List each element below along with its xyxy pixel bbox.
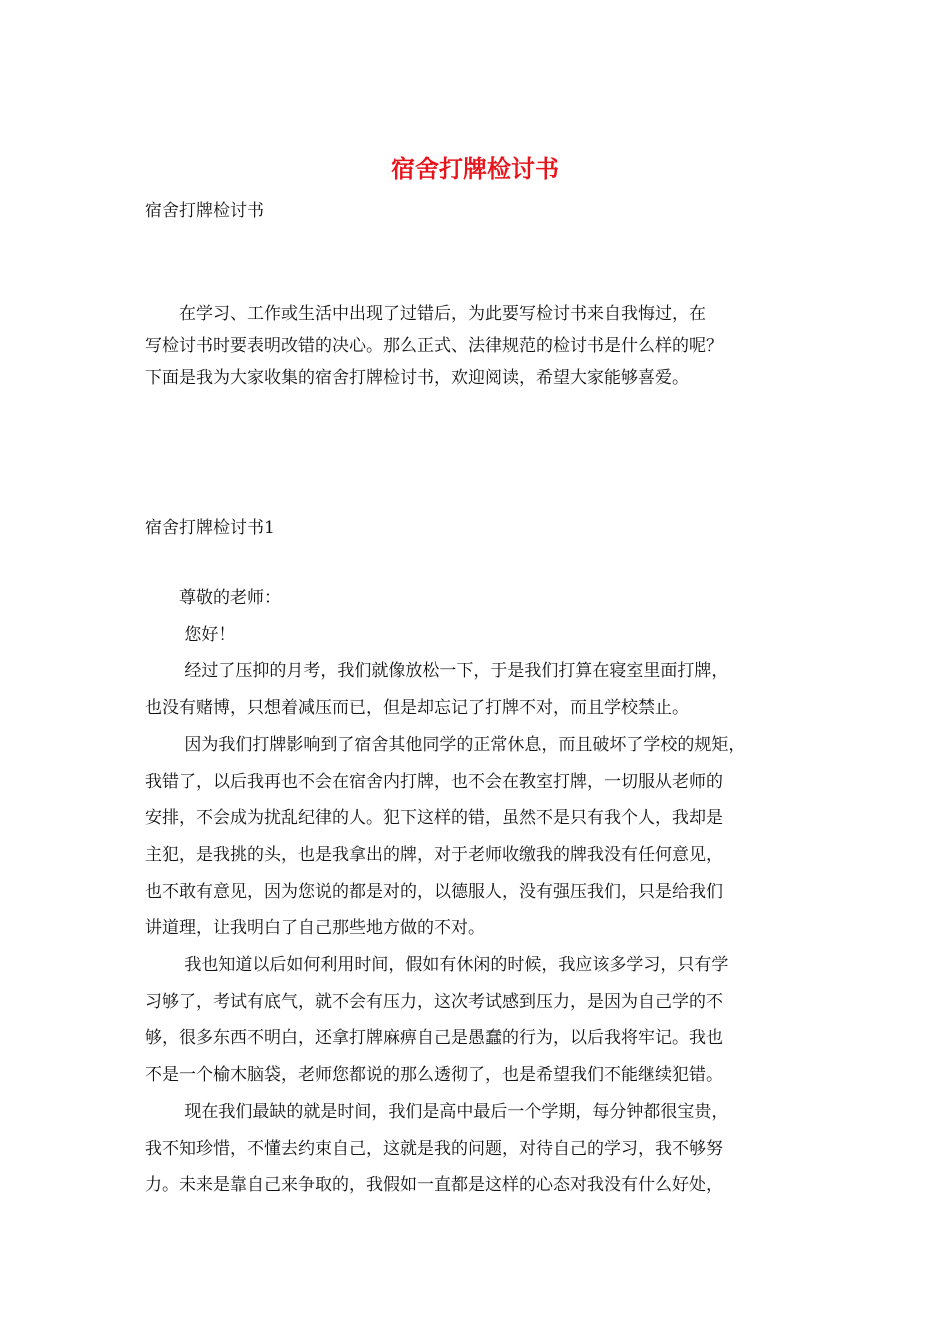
intro-line: 下面是我为大家收集的宿舍打牌检讨书，欢迎阅读，希望大家能够喜爱。 (145, 368, 689, 388)
letter-line: 我错了，以后我再也不会在宿舍内打牌，也不会在教室打牌，一切服从老师的 (145, 771, 723, 792)
letter-line: 讲道理，让我明白了自己那些地方做的不对。 (145, 918, 485, 939)
document-subtitle: 宿舍打牌检讨书 (145, 201, 264, 221)
letter-line: 安排，不会成为扰乱纪律的人。犯下这样的错，虽然不是只有我个人，我却是 (145, 808, 723, 829)
letter-body (145, 580, 825, 1204)
intro-paragraph (145, 298, 815, 394)
letter-greeting: 您好！ (145, 624, 236, 645)
letter-line: 也不敢有意见，因为您说的都是对的，以德服人，没有强压我们，只是给我们 (145, 881, 723, 902)
letter-line: 主犯，是我挑的头，也是我拿出的牌，对于老师收缴我的牌我没有任何意见， (145, 844, 723, 865)
letter-line: 我不知珍惜，不懂去约束自己，这就是我的问题，对待自己的学习，我不够努 (145, 1138, 723, 1159)
document-title: 宿舍打牌检讨书 (391, 154, 559, 183)
intro-line: 在学习、工作或生活中出现了过错后，为此要写检讨书来自我悔过，在 (145, 304, 706, 324)
letter-line: 也没有赌博，只想着减压而已，但是却忘记了打牌不对，而且学校禁止。 (145, 698, 689, 719)
intro-line: 写检讨书时要表明改错的决心。那么正式、法律规范的检讨书是什么样的呢？ (145, 336, 723, 356)
letter-line: 力。未来是靠自己来争取的，我假如一直都是这样的心态对我没有什么好处， (145, 1175, 723, 1196)
letter-line: 现在我们最缺的就是时间，我们是高中最后一个学期，每分钟都很宝贵， (145, 1101, 729, 1122)
letter-line: 我也知道以后如何利用时间，假如有休闲的时候，我应该多学习，只有学 (145, 955, 729, 976)
letter-line: 经过了压抑的月考，我们就像放松一下，于是我们打算在寝室里面打牌， (145, 661, 729, 682)
letter-line: 够，很多东西不明白，还拿打牌麻痹自己是愚蠢的行为，以后我将牢记。我也 (145, 1028, 723, 1049)
letter-line: 习够了，考试有底气，就不会有压力，这次考试感到压力，是因为自己学的不 (145, 991, 723, 1012)
letter-line: 不是一个榆木脑袋，老师您都说的那么透彻了，也是希望我们不能继续犯错。 (145, 1065, 723, 1086)
section-title: 宿舍打牌检讨书1 (145, 518, 275, 538)
letter-line: 因为我们打牌影响到了宿舍其他同学的正常休息，而且破坏了学校的规矩， (145, 734, 746, 755)
letter-salutation: 尊敬的老师： (145, 588, 281, 608)
